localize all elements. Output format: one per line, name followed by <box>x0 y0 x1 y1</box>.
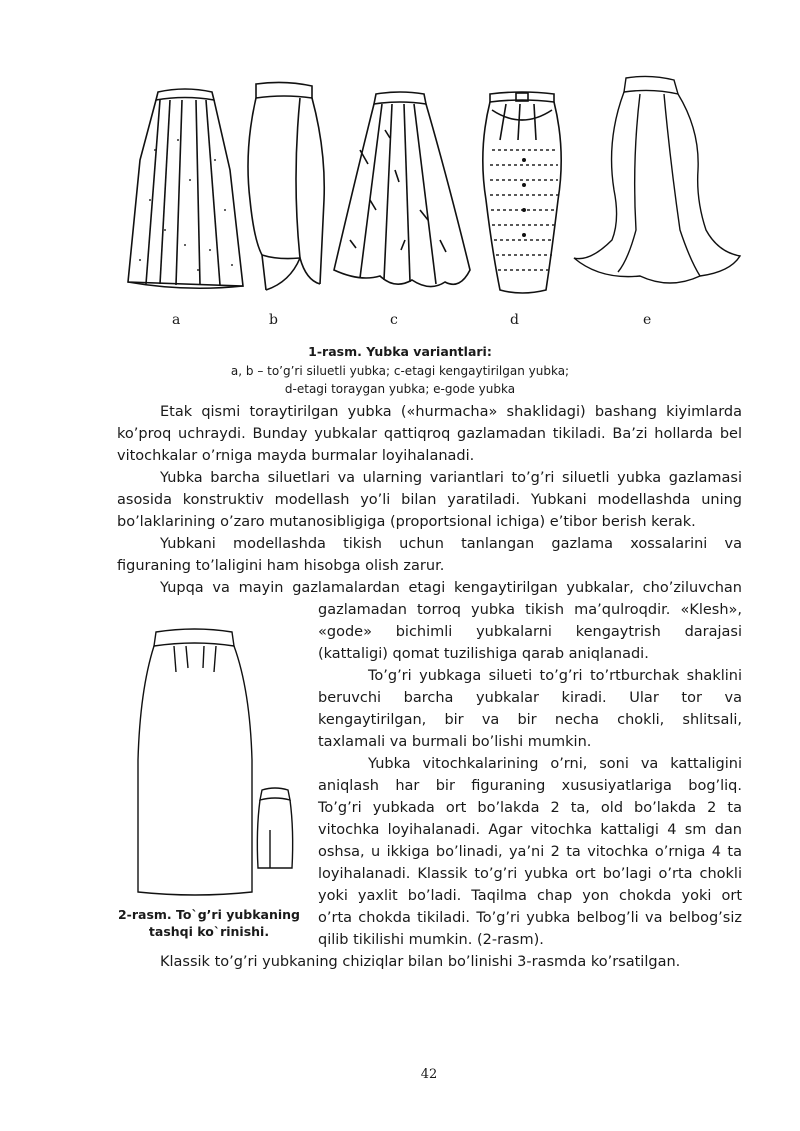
paragraph-line: qilib tikilishi mumkin. (2-rasm). <box>318 932 544 948</box>
figure2-caption-line: 2-rasm. To`g’ri yubkaning <box>117 907 301 922</box>
paragraph-line: To’g’ri yubkada ort bo’lakda 2 ta, old bo’lakda 2 ta <box>318 800 742 816</box>
paragraph-line: taxlamali va burmali bo’lishi mumkin. <box>318 734 592 750</box>
figure-label-a: a <box>172 312 181 328</box>
paragraph-line: Yubkani modellashda tikish uchun tanlangan gazlama xossalarini va <box>160 536 742 552</box>
paragraph-line: To’g’ri yubkaga silueti to’g’ri to’rtburchak shaklini <box>368 668 742 684</box>
figure-label-b: b <box>269 312 278 328</box>
paragraph-line: vitochkalar o’rniga mayda burmalar loyihalanadi. <box>117 448 475 464</box>
paragraph-line: aniqlash har bir figuraning xususiyatlariga bog’liq. <box>318 778 742 794</box>
paragraph-line: asosida konstruktiv modellash yo’li bilan yaratiladi. Yubkani modellashda uning <box>117 492 742 508</box>
paragraph-line: bo’laklarining o’zaro mutanosibligiga (proportsional ichiga) e’tibor berish kerak. <box>117 514 696 530</box>
paragraph-line: «gode» bichimli yubkalarni kengaytrish darajasi <box>318 624 742 640</box>
skirt-sketch-e <box>0 0 800 310</box>
figure2-caption-line: tashqi ko`rinishi. <box>148 924 270 939</box>
paragraph-line: Etak qismi toraytirilgan yubka («hurmacha» shaklidagi) bashang kiyimlarda <box>160 404 742 420</box>
paragraph-line: Yupqa va mayin gazlamalardan etagi kengaytirilgan yubkalar, cho’ziluvchan <box>160 580 742 596</box>
paragraph-line: yoki yaxlit bo’ladi. Taqilma chap yon chokda yoki ort <box>318 888 742 904</box>
paragraph-line: beruvchi barcha yubkalar kiradi. Ular tor va <box>318 690 742 706</box>
paragraph-line: Yubka barcha siluetlari va ularning variantlari to’g’ri siluetli yubka gazlamasi <box>160 470 742 486</box>
paragraph-line: ko’proq uchraydi. Bunday yubkalar qattiqroq gazlamadan tikiladi. Ba’zi hollarda bel <box>117 426 742 442</box>
figure1-caption-line: d-etagi toraygan yubka; e-gode yubka <box>284 382 516 396</box>
paragraph-line: gazlamadan torroq yubka tikish ma’qulroqdir. «Klesh», <box>318 602 742 618</box>
figure-label-c: c <box>390 312 398 328</box>
paragraph-line: Yubka vitochkalarining o’rni, soni va kattaligini <box>368 756 742 772</box>
page-number: 42 <box>420 1067 438 1082</box>
paragraph-line: o’rta chokda tikiladi. To’g’ri yubka belbog’li va belbog’siz <box>318 910 742 926</box>
paragraph-line: oshsa, u ikkiga bo’linadi, ya’ni 2 ta vitochka o’rniga 4 ta <box>318 844 742 860</box>
figure-label-d: d <box>510 312 519 328</box>
paragraph-line: vitochka loyihalanadi. Agar vitochka kattaligi 4 sm dan <box>318 822 742 838</box>
paragraph-line: loyihalanadi. Klassik to’g’ri yubka ort bo’lagi o’rta chokli <box>318 866 742 882</box>
paragraph-line: kengaytirilgan, bir va bir necha chokli, shlitsali, <box>318 712 742 728</box>
paragraph-line: figuraning to’laligini ham hisobga olish zarur. <box>117 558 445 574</box>
figure1-caption-line: a, b – to’g’ri siluetli yubka; c-etagi kengaytirilgan yubka; <box>230 364 570 378</box>
paragraph-line: (kattaligi) qomat tuzilishiga qarab aniqlanadi. <box>318 646 649 662</box>
figure1-caption-title: 1-rasm. Yubka variantlari: <box>308 344 492 359</box>
figure-label-e: e <box>643 312 652 328</box>
paragraph-line: Klassik to’g’ri yubkaning chiziqlar bilan bo’linishi 3-rasmda ko’rsatilgan. <box>160 954 681 970</box>
